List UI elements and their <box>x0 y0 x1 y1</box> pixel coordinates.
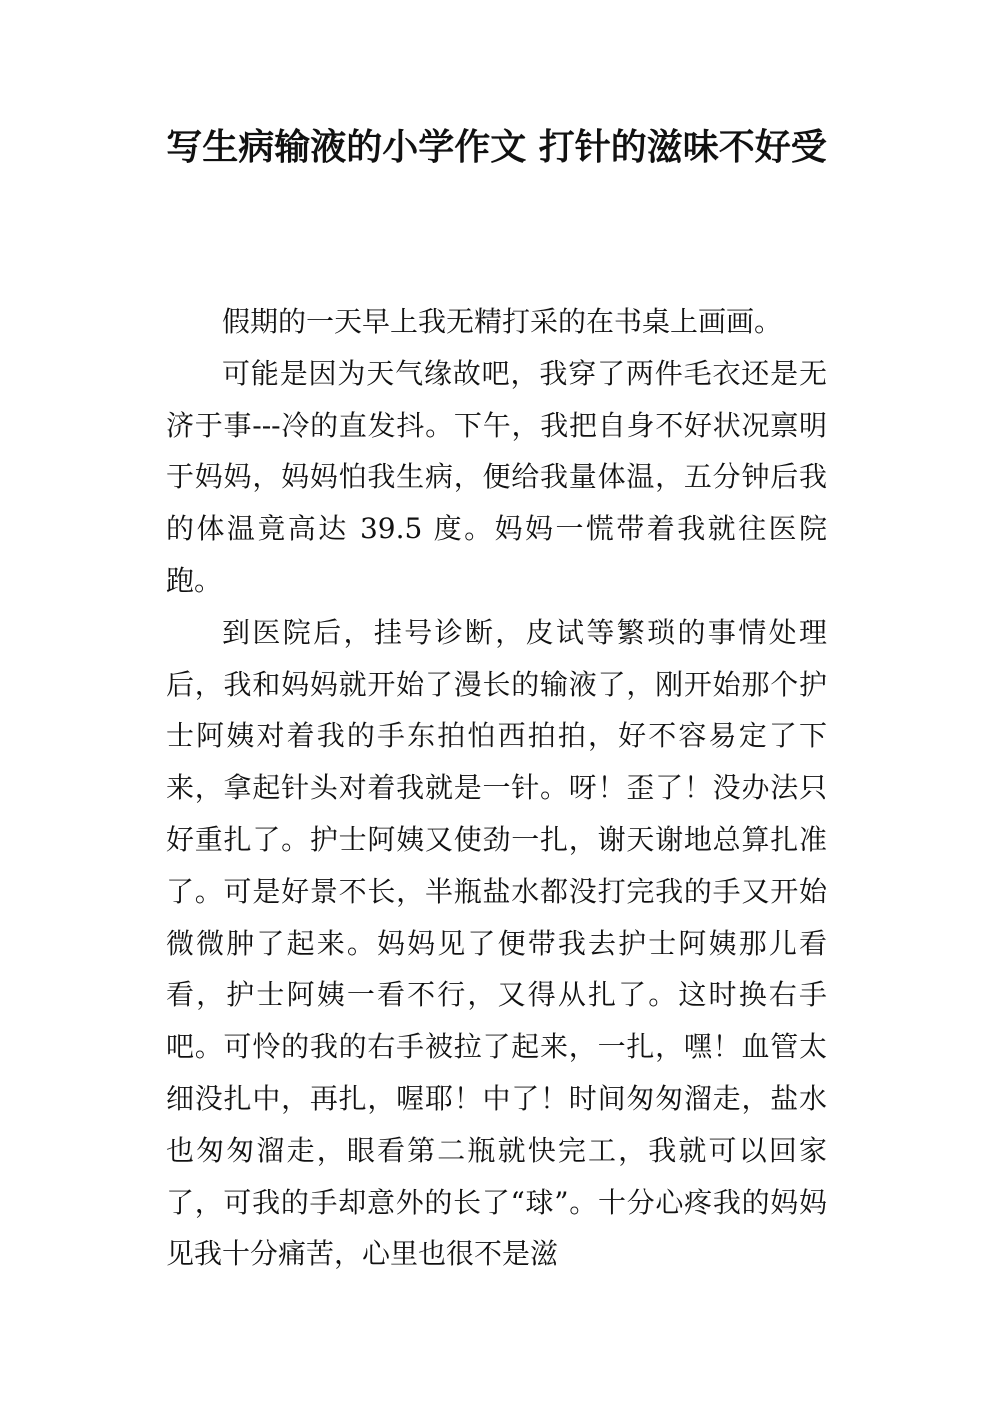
document-title: 写生病输液的小学作文 打针的滋味不好受 <box>166 127 827 168</box>
paragraph-2: 可能是因为天气缘故吧，我穿了两件毛衣还是无济于事---冷的直发抖。下午，我把自身不好状况禀明于妈妈，妈妈怕我生病，便给我量体温，五分钟后我的体温竟高达 39.5 度。妈妈一慌带着我就往医院跑。 <box>166 356 827 597</box>
paragraph-1: 假期的一天早上我无精打采的在书桌上画画。 <box>222 305 783 338</box>
paragraph-3: 到医院后，挂号诊断，皮试等繁琐的事情处理后，我和妈妈就开始了漫长的输液了，刚开始那个护士阿姨对着我的手东拍怕西拍拍，好不容易定了下来，拿起针头对着我就是一针。呀！歪了！没办法只好重扎了。护士阿姨又使劲一扎，谢天谢地总算扎准了。可是好景不长，半瓶盐水都没打完我的手又开始微微肿了起来。妈妈见了便带我去护士阿姨那儿看看，护士阿姨一看不行，又得从扎了。这时换右手吧。可怜的我的右手被拉了起来，一扎，嘿！血管太细没扎中，再扎，喔耶！中了！时间匆匆溜走，盐水也匆匆溜走，眼看第二瓶就快完工，我就可以回家了，可我的手却意外的长了“球”。十分心疼我的妈妈见我十分痛苦，心里也很不是滋 <box>166 615 827 1271</box>
document-body <box>166 296 827 1280</box>
